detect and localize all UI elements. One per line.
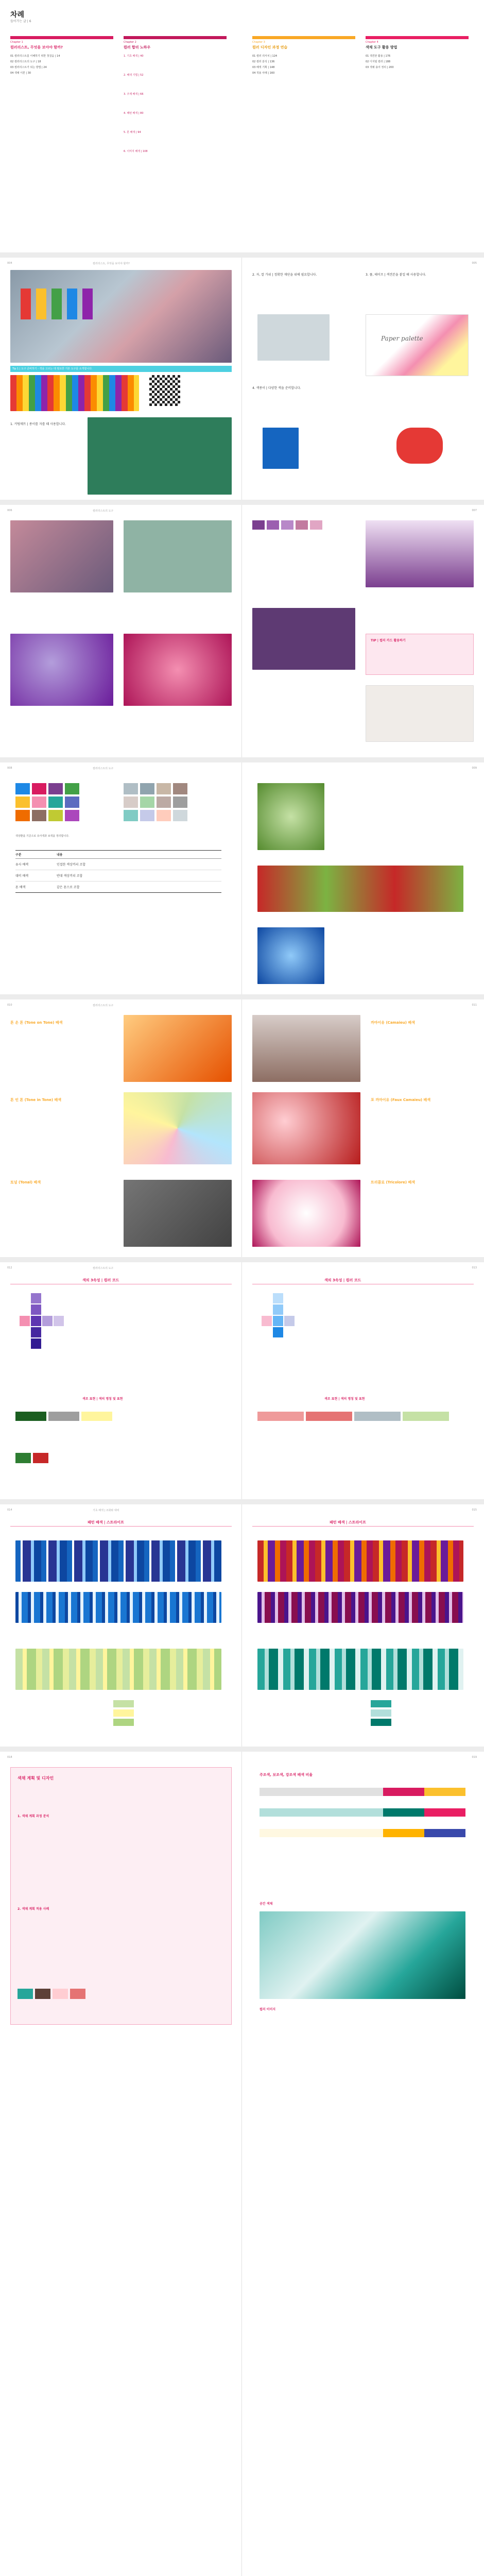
spread-codes: [0, 1262, 484, 1499]
page-right: [242, 1752, 484, 2576]
toc-chapter-1: [10, 36, 113, 75]
grid-swatch: [65, 796, 79, 808]
bar-swatch: [33, 1453, 48, 1463]
toc-chapter-3: [252, 36, 355, 75]
cross-swatch: [273, 1327, 283, 1337]
cross-swatch: [54, 1316, 64, 1326]
intro-box: [10, 1767, 232, 2025]
table-cell: 톤 배색: [15, 886, 26, 889]
grid-swatch: [65, 783, 79, 794]
chapter-1-item[interactable]: 01 컬러리스트를 이해하기 위한 첫걸음 | 14: [10, 55, 60, 58]
final-label-1: 공간 색채: [260, 1902, 273, 1906]
page-number: 010: [7, 1004, 12, 1007]
photo-purple-gradient: [366, 520, 474, 587]
photo-scissors: [257, 314, 330, 361]
marker-swatch: [67, 289, 77, 319]
running-head: 컬러리스트의 도구: [93, 767, 114, 770]
table-cell: 유사 배색: [15, 863, 29, 867]
tone-heading-4: 까마이유 (Camaieu) 배색: [371, 1021, 415, 1025]
stripe-pattern: [15, 1540, 221, 1582]
photo-green-shapes: [257, 783, 324, 850]
chapter-4-item[interactable]: 01 색견본 활용 | 176: [366, 55, 391, 58]
marker-swatch: [36, 289, 46, 319]
chapter-1-label: Chapter 1: [10, 41, 23, 44]
swatch: [267, 520, 279, 530]
swatch: [281, 520, 293, 530]
stripe-swatch: [371, 1709, 391, 1717]
chapter-4-title: 색채 도구 활용 방법: [366, 45, 397, 49]
running-head: 컬러리스트의 도구: [93, 1004, 114, 1007]
running-head: 컬러리스트의 도구: [93, 1267, 114, 1270]
stripe-pattern: [15, 1649, 221, 1690]
grid-swatch: [173, 783, 187, 794]
page-number: 012: [7, 1266, 12, 1269]
chapter-2-title: 컬러 합리 노하우: [124, 45, 151, 49]
running-head: 컬러리스트의 도구: [93, 510, 114, 513]
spread-stripes: [0, 1504, 484, 1747]
marker-swatch: [51, 289, 62, 319]
page-number: 011: [472, 1004, 477, 1007]
palette-label: Paper palette: [381, 335, 423, 342]
chapter-3-item[interactable]: 04 적용 사례 | 160: [252, 72, 275, 75]
cross-swatch: [262, 1316, 272, 1326]
table-row: [15, 859, 221, 870]
grid-swatch: [173, 796, 187, 808]
page-right: [242, 1262, 484, 1499]
cross-swatch: [273, 1316, 283, 1326]
photo-apples: [257, 866, 463, 912]
grid-swatch: [48, 810, 63, 821]
code-subtitle: 색조 표현 | 색의 명칭 및 표현: [324, 1397, 365, 1401]
final-section-2: 2. 색채 계획 적용 사례: [18, 1907, 49, 1911]
ratio-swatch: [260, 1829, 465, 1837]
final-swatch: [18, 1989, 33, 1999]
grid-swatch: [32, 810, 46, 821]
toc-chapter-2: [124, 36, 227, 153]
tool-item-2: 2. 자, 칼 가위 | 정확한 재단을 위해 필요합니다.: [252, 273, 317, 277]
tone-heading-5: 포 까마이유 (Faux Camaieu) 배색: [371, 1098, 431, 1102]
final-title: 색채 계획 및 디자인: [18, 1776, 54, 1781]
grid-swatch: [15, 810, 30, 821]
tone-heading-1: 톤 온 톤 (Tone on Tone) 배색: [10, 1021, 63, 1025]
stripe-pattern: [257, 1540, 463, 1582]
bar-swatch: [306, 1412, 352, 1421]
page-number: 004: [7, 262, 12, 265]
table-cell: 인접한 색상끼리 조합: [57, 863, 85, 867]
grid-swatch: [140, 783, 154, 794]
page-number: 005: [472, 262, 477, 265]
chapter-2-item[interactable]: 3. 주제 배색 | 66: [124, 93, 144, 96]
cross-swatch: [31, 1327, 41, 1337]
chapter-3-title: 컬러 디자인 과정 연습: [252, 45, 288, 49]
photo-grey-texture: [124, 1180, 232, 1247]
chapter-4-bar: [366, 36, 469, 39]
grid-swatch: [157, 783, 171, 794]
table-cell: 대비 배색: [15, 874, 29, 878]
stripe-swatch: [113, 1719, 134, 1726]
chapter-3-item[interactable]: 03 배색 기획 | 148: [252, 66, 275, 69]
page-left: [0, 258, 242, 500]
photo-interior: [260, 1911, 465, 1999]
chapter-1-title: 컬러리스트, 무엇을 보아야 할까?: [10, 45, 63, 49]
tool-item-1: 1. 커팅매트 | 종이를 자를 때 사용합니다.: [10, 422, 66, 426]
grid-swatch: [48, 796, 63, 808]
bar-swatch: [257, 1412, 304, 1421]
page-number: 008: [7, 767, 12, 770]
final-swatch: [70, 1989, 85, 1999]
chapter-2-bar: [124, 36, 227, 39]
bar-swatch: [15, 1412, 46, 1421]
chapter-3-item[interactable]: 02 컬러 분석 | 136: [252, 60, 275, 63]
chapter-1-item[interactable]: 04 색채 이론 | 30: [10, 72, 31, 75]
qr-code[interactable]: [149, 375, 180, 406]
info-table: [15, 850, 221, 893]
final-swatch: [35, 1989, 50, 1999]
chapter-4-label: Chapter 4: [366, 41, 378, 44]
cross-swatch: [42, 1316, 53, 1326]
table-row: [15, 870, 221, 882]
grid-swatch: [140, 796, 154, 808]
code-subtitle: 색조 표현 | 색의 명칭 및 표현: [82, 1397, 123, 1401]
spread-tools: [0, 258, 484, 500]
page-left: [0, 999, 242, 1257]
photo-palette-book: [366, 314, 469, 376]
photo-purple-shapes: [10, 634, 113, 706]
table-cell: 같은 톤으로 조합: [57, 886, 80, 889]
photo-fabric: [124, 1015, 232, 1082]
marker-swatch: [21, 289, 31, 319]
page-left: [0, 762, 242, 994]
chapter-2-label: Chapter 2: [124, 41, 136, 44]
photo-cut-samples: [124, 520, 232, 592]
stripe-pattern: [15, 1592, 221, 1623]
toc-subtitle: 들어가는 글 | 6: [10, 20, 31, 23]
marker-swatch: [82, 289, 93, 319]
grid-swatch: [124, 796, 138, 808]
stripe-swatch: [371, 1700, 391, 1707]
chapter-2-item[interactable]: 6. 이미지 배색 | 108: [124, 150, 148, 153]
chapter-2-item[interactable]: 2. 배색 기법 | 52: [124, 74, 144, 77]
grid-swatch: [157, 810, 171, 821]
grid-swatch: [15, 783, 30, 794]
table-header: 내용: [57, 853, 63, 857]
chapter-3-label: Chapter 3: [252, 41, 265, 44]
bar-swatch: [403, 1412, 449, 1421]
spread-grid: [0, 762, 484, 994]
photo-pencils: [10, 375, 139, 411]
chapter-1-item[interactable]: 02 컬러리스트의 도구 | 18: [10, 60, 41, 63]
chapter-1-item[interactable]: 03 컬러리스트가 되는 방법 | 24: [10, 66, 47, 69]
page-right: [242, 505, 484, 757]
ratio-swatch: [260, 1788, 465, 1796]
photo-pink-petals: [124, 634, 232, 706]
code-title: 색의 3속성 | 컬러 코드: [324, 1278, 361, 1282]
spread-swatches: [0, 505, 484, 757]
photo-woman: [252, 1015, 360, 1082]
swatch: [296, 520, 308, 530]
page-number: 007: [472, 509, 477, 512]
cross-swatch: [31, 1338, 41, 1349]
page-number: 019: [472, 1756, 477, 1759]
bar-swatch: [81, 1412, 112, 1421]
bar-swatch: [48, 1412, 79, 1421]
chapter-3-bar: [252, 36, 355, 39]
code-title: 색의 3속성 | 컬러 코드: [82, 1278, 119, 1282]
swatch: [252, 520, 265, 530]
bar-swatch: [15, 1453, 31, 1463]
photo-bokeh: [252, 1092, 360, 1164]
photo-cutting-mat: [88, 417, 232, 495]
photo-tape: [396, 428, 443, 464]
photo-blue-shapes: [257, 927, 324, 984]
page-right: [242, 258, 484, 500]
grid-swatch: [140, 810, 154, 821]
tip-title: TIP | 컬러 카드 활용하기: [371, 639, 406, 642]
grid-swatch: [124, 783, 138, 794]
final-section-1: 1. 색채 계획 과정 분석: [18, 1815, 49, 1818]
grid-swatch: [157, 796, 171, 808]
tip-text: Tip 1 | 도구 준비하기 - 색을 고르는 데 필요한 기본 도구를 소개합니다.: [12, 367, 93, 370]
title-rule: [10, 1526, 232, 1527]
chapter-2-item[interactable]: 1. 기초 배색 | 40: [124, 55, 144, 58]
page-number: 006: [7, 509, 12, 512]
photo-paper-samples: [366, 685, 474, 742]
tone-heading-6: 트리콜로 (Tricolore) 배색: [371, 1180, 416, 1184]
tool-item-4: 4. 색종이 | 다양한 색을 준비합니다.: [252, 386, 301, 390]
page-number: 018: [7, 1756, 12, 1759]
cross-swatch: [20, 1316, 30, 1326]
page-left: [0, 505, 242, 757]
stripe-title: 패턴 배색 | 스트라이프: [88, 1520, 124, 1524]
photo-hands-paper: [10, 520, 113, 592]
final-swatch: [53, 1989, 68, 1999]
final-heading-right: 주조색, 보조색, 강조색 배색 비율: [260, 1773, 313, 1777]
running-head: 컬러리스트, 무엇을 보아야 할까?: [93, 262, 130, 265]
running-head: 기초 배색 | 조화와 대비: [93, 1509, 119, 1512]
stripe-swatch: [113, 1700, 134, 1707]
cross-swatch: [284, 1316, 295, 1326]
page-number: 013: [472, 1266, 477, 1269]
table-header: 구분: [15, 853, 22, 857]
page-left: [0, 1262, 242, 1499]
page-right: [242, 1504, 484, 1747]
grid-swatch: [32, 783, 46, 794]
final-label-2: 컬러 이미지: [260, 2008, 276, 2011]
photo-fan-deck: [124, 1092, 232, 1164]
chapter-4-item[interactable]: 03 색채 용어 정리 | 200: [366, 66, 394, 69]
table-row: [15, 882, 221, 893]
spread-tones: [0, 999, 484, 1257]
toc-title: 차례: [10, 11, 25, 19]
spread-final: [0, 1752, 484, 2576]
toc-chapter-4: [366, 36, 469, 69]
page-number: 014: [7, 1509, 12, 1512]
chapter-2-item[interactable]: 4. 패턴 배색 | 80: [124, 112, 144, 115]
grid-swatch: [15, 796, 30, 808]
cross-swatch: [31, 1293, 41, 1303]
page-left: [0, 1752, 242, 2576]
chapter-4-item[interactable]: 02 디지털 컬러 | 188: [366, 60, 391, 63]
grid-swatch: [32, 796, 46, 808]
grid-swatch: [124, 810, 138, 821]
stripe-title: 패턴 배색 | 스트라이프: [330, 1520, 366, 1524]
page-number: 015: [472, 1509, 477, 1512]
page-number: 009: [472, 767, 477, 770]
tool-item-3: 3. 풀, 테이프 | 색견본을 붙일 때 사용합니다.: [366, 273, 426, 277]
photo-purple-cards: [252, 608, 355, 670]
tone-heading-3: 토널 (Tonal) 배색: [10, 1180, 41, 1184]
page-right: [242, 762, 484, 994]
grid-caption: 색상환을 기준으로 유사색과 보색을 정리합니다.: [15, 835, 70, 838]
stripe-swatch: [371, 1719, 391, 1726]
page-left: [0, 1504, 242, 1747]
grid-swatch: [173, 810, 187, 821]
chapter-1-bar: [10, 36, 113, 39]
stripe-swatch: [113, 1709, 134, 1717]
cross-swatch: [31, 1316, 41, 1326]
photo-roses: [252, 1180, 360, 1247]
cross-swatch: [273, 1304, 283, 1315]
grid-swatch: [65, 810, 79, 821]
stripe-pattern: [257, 1649, 463, 1690]
swatch: [310, 520, 322, 530]
stripe-pattern: [257, 1592, 463, 1623]
cross-swatch: [273, 1293, 283, 1303]
chapter-2-item[interactable]: 5. 톤 배색 | 94: [124, 131, 141, 134]
page-right: [242, 999, 484, 1257]
table-cell: 반대 색상끼리 조합: [57, 874, 83, 878]
cross-swatch: [31, 1304, 41, 1315]
ratio-swatch: [260, 1808, 465, 1817]
tone-heading-2: 톤 인 톤 (Tone in Tone) 배색: [10, 1098, 61, 1102]
photo-glue: [263, 428, 299, 469]
chapter-3-item[interactable]: 01 컬러 리서치 | 124: [252, 55, 278, 58]
toc-spread: [0, 0, 484, 252]
title-rule: [252, 1526, 474, 1527]
grid-swatch: [48, 783, 63, 794]
bar-swatch: [354, 1412, 401, 1421]
